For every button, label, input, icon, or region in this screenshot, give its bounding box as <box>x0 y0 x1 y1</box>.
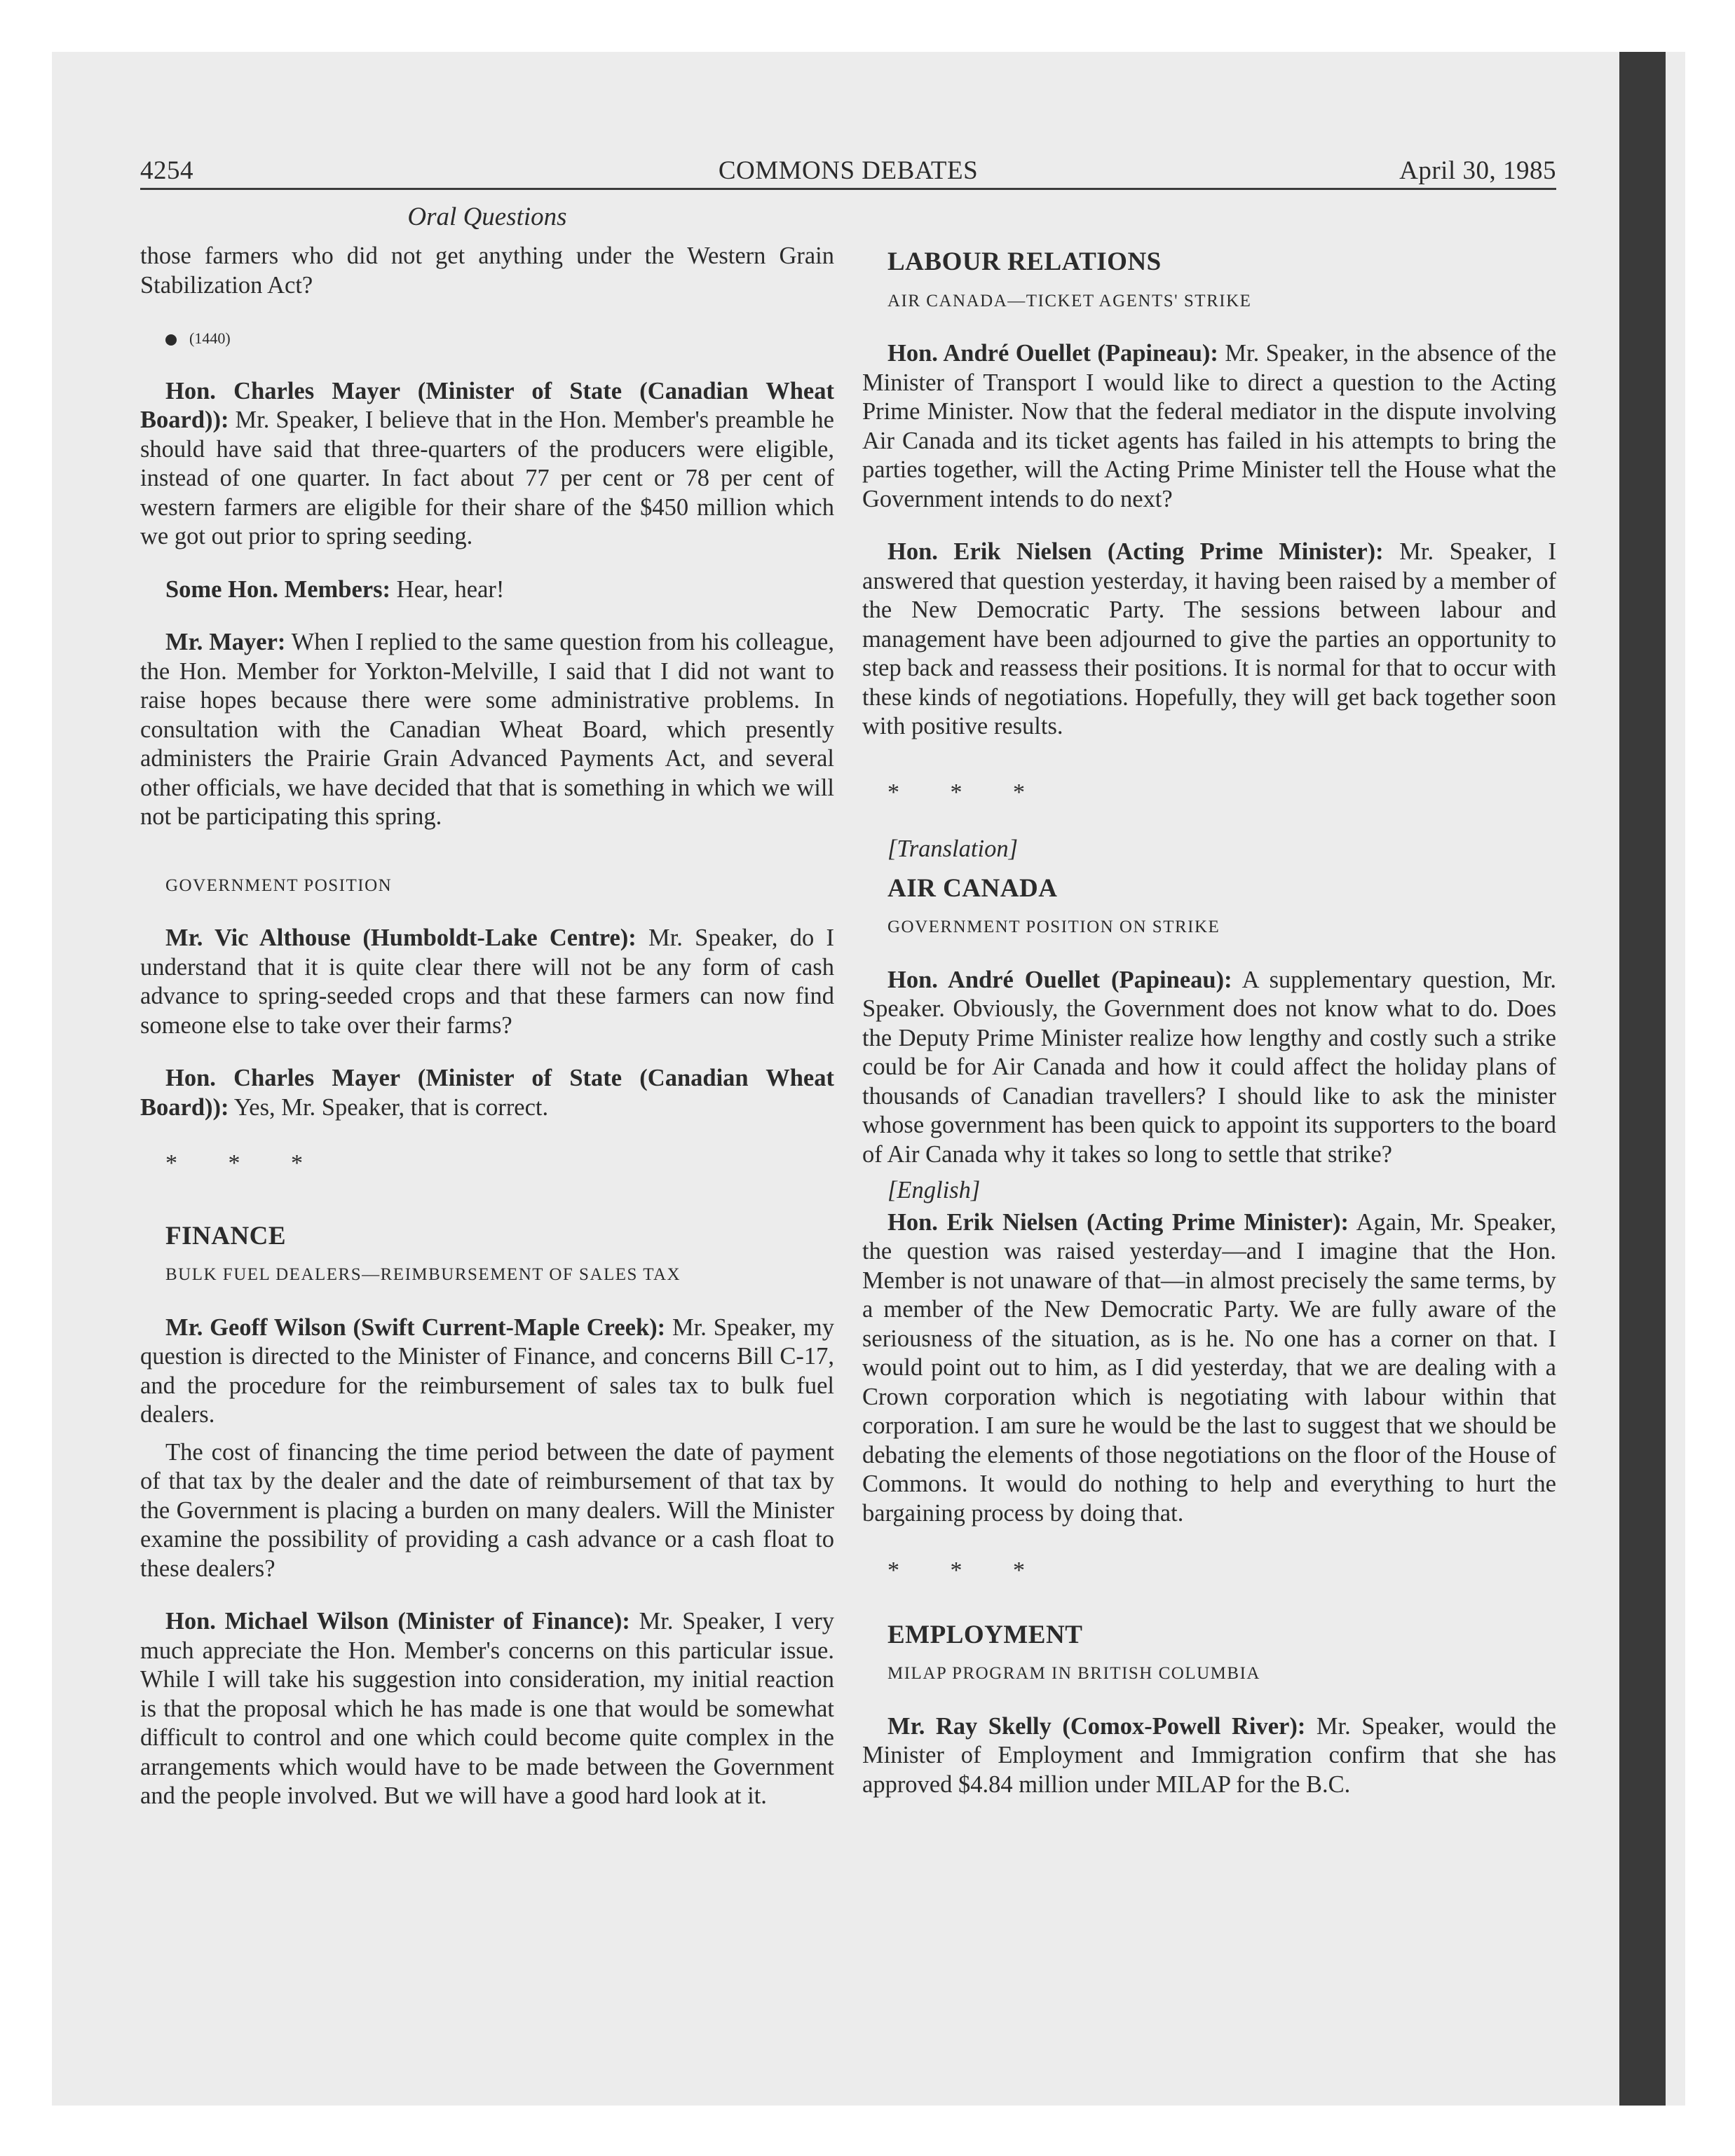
paragraph: The cost of financing the time period between the date of payment of that tax by the dealer and the date of reimbursement of that tax by the Government is placing a burden on many dealers. Will the Minister examine the possibility of providing a cash advance or a cash float to these dealers? <box>140 1438 834 1582</box>
speech-text: Mr. Speaker, I believe that in the Hon. Member's preamble he should have said that three-quarters of the producers were eligible, instead of one quarter. In fact about 77 per cent or 78 per cent of western farmers are eligible for their share of the $450 million which we got out prior to spring seeding. <box>140 407 834 550</box>
language-tag: [English] <box>887 1177 981 1203</box>
section-separator: * * * <box>165 1150 325 1176</box>
speech-text: Mr. Speaker, do I understand that it is quite clear there will not be any form of cash advance to spring-seeded crops and that these farmers can now find someone else to take over their farms? <box>140 925 834 1039</box>
speech-text: A supplementary question, Mr. Speaker. Obviously, the Government does not know what to do. Does the Deputy Prime Minister realize how lengthy and costly such a strike could be for Air Canada and how it could affect the holiday plans of thousands of Canadian travellers? I should like to ask the minister whose government has been quick to appoint its supporters to the board of Air Canada why it takes so long to settle that strike? <box>862 966 1556 1168</box>
subsection-heading: GOVERNMENT POSITION <box>165 875 393 895</box>
time-marker <box>140 324 834 353</box>
subsection-heading: MILAP PROGRAM IN BRITISH COLUMBIA <box>887 1664 1260 1683</box>
publication-title: COMMONS DEBATES <box>718 156 979 185</box>
speaker-name: Some Hon. Members: <box>165 575 390 603</box>
right-column <box>862 242 1556 1799</box>
speech <box>140 1064 834 1122</box>
speech <box>140 377 834 552</box>
speaker-name: Mr. Mayer: <box>165 629 286 655</box>
time-stamp: (1440) <box>189 329 231 347</box>
bullet-icon <box>165 334 177 346</box>
speech <box>140 1314 834 1430</box>
section-heading: EMPLOYMENT <box>887 1620 1083 1649</box>
speaker-name: Hon. Erik Nielsen (Acting Prime Minister): <box>887 1208 1349 1236</box>
language-tag: [Translation] <box>887 835 1018 862</box>
speech <box>140 1607 834 1811</box>
speech-text: Mr. Speaker, would the Minister of Employment and Immigration confirm that she has approved $4.84 million under MILAP for the B.C. <box>862 1712 1556 1798</box>
subsection-heading: AIR CANADA—TICKET AGENTS' STRIKE <box>887 291 1252 311</box>
speaker-name: Hon. Charles Mayer (Minister of State (Canadian Wheat Board)): <box>140 1065 834 1121</box>
header-rule <box>140 188 1556 190</box>
section-separator: * * * <box>887 779 1047 805</box>
speech-text: Yes, Mr. Speaker, that is correct. <box>229 1093 549 1121</box>
speech <box>862 339 1556 514</box>
scan-edge-shadow <box>1619 52 1666 2106</box>
speech-text: Again, Mr. Speaker, the question was raised yesterday—and I imagine that the Hon. Member is not unaware of that—in almost precisely the same terms, by a member of the New Democratic Party. We are fully aware of the seriousness of the situation, as is he. No one has a corner on that. I would point out to him, as I did yesterday, that we are dealing with a Crown corporation which is negotiating with labour within that corporation. I am sure he would be the last to suggest that we should be debating the elements of those negotiations on the floor of the House of Commons. It would do nothing to help and everything to hurt the bargaining process by doing that. <box>862 1208 1556 1527</box>
subsection-heading: GOVERNMENT POSITION ON STRIKE <box>887 917 1220 936</box>
speech-text: When I replied to the same question from his colleague, the Hon. Member for Yorkton-Melville, I said that I did not want to raise hopes because there were some administrative problems. In consultation with the Canadian Wheat Board, which presently administers the Prairie Grain Advanced Payments Act, and several other officials, we have decided that that is something in which we will not be participating this spring. <box>140 629 834 830</box>
section-heading: FINANCE <box>165 1221 287 1250</box>
section-heading: LABOUR RELATIONS <box>887 247 1162 276</box>
speech-text: Hear, hear! <box>390 575 505 603</box>
speaker-name: Hon. Michael Wilson (Minister of Finance): <box>165 1608 630 1635</box>
speech-text: Mr. Speaker, in the absence of the Minister of Transport I would like to direct a question to the Acting Prime Minister. Now that the federal mediator in the dispute involving Air Canada and its ticket agents has failed in his attempts to bring the parties together, will the Acting Prime Minister tell the House what the Government intends to do next? <box>862 340 1557 512</box>
speech <box>862 966 1556 1170</box>
speaker-name: Hon. Erik Nielsen (Acting Prime Minister): <box>887 538 1384 565</box>
paragraph: those farmers who did not get anything under the Western Grain Stabilization Act? <box>140 243 834 299</box>
page-header <box>140 156 1556 191</box>
section-heading: AIR CANADA <box>887 873 1058 903</box>
section-separator: * * * <box>887 1557 1047 1583</box>
speaker-name: Hon. André Ouellet (Papineau): <box>887 966 1232 993</box>
speech <box>862 1208 1556 1529</box>
speaker-name: Mr. Geoff Wilson (Swift Current-Maple Creek): <box>165 1314 666 1341</box>
speech <box>140 575 834 605</box>
speaker-name: Hon. Charles Mayer (Minister of State (Canadian Wheat Board)): <box>140 377 834 433</box>
speaker-name: Mr. Ray Skelly (Comox-Powell River): <box>887 1712 1306 1740</box>
speech-text: Mr. Speaker, I very much appreciate the Hon. Member's concerns on this particular issue. While I will take his suggestion into consideration, my initial reaction is that the proposal which he has made is one that would be somewhat difficult to control and one which could become quite complex in the arrangements which would have to be made between the Government and the people involved. But we will have a good hard look at it. <box>140 1608 834 1809</box>
speech <box>862 1712 1556 1800</box>
publication-date: April 30, 1985 <box>1399 156 1556 185</box>
speech <box>140 628 834 832</box>
speech-text: Mr. Speaker, my question is directed to the Minister of Finance, and concerns Bill C-17, and the procedure for the reimbursement of sales tax to bulk fuel dealers. <box>140 1314 834 1428</box>
speaker-name: Hon. André Ouellet (Papineau): <box>887 340 1218 367</box>
speech-text: Mr. Speaker, I answered that question yesterday, it having been raised by a member of the New Democratic Party. The sessions between labour and management have been adjourned to give the parties an opportunity to step back and reassess their positions. It is normal for that to occur with these kinds of negotiations. Hopefully, they will get back together soon with positive results. <box>862 538 1556 739</box>
speech <box>862 538 1556 742</box>
running-head: Oral Questions <box>407 203 567 231</box>
speaker-name: Mr. Vic Althouse (Humboldt-Lake Centre): <box>165 925 637 951</box>
left-column <box>140 242 834 1811</box>
subsection-heading: BULK FUEL DEALERS—REIMBURSEMENT OF SALES TAX <box>165 1265 681 1284</box>
page-number: 4254 <box>140 156 193 185</box>
speech <box>140 924 834 1040</box>
